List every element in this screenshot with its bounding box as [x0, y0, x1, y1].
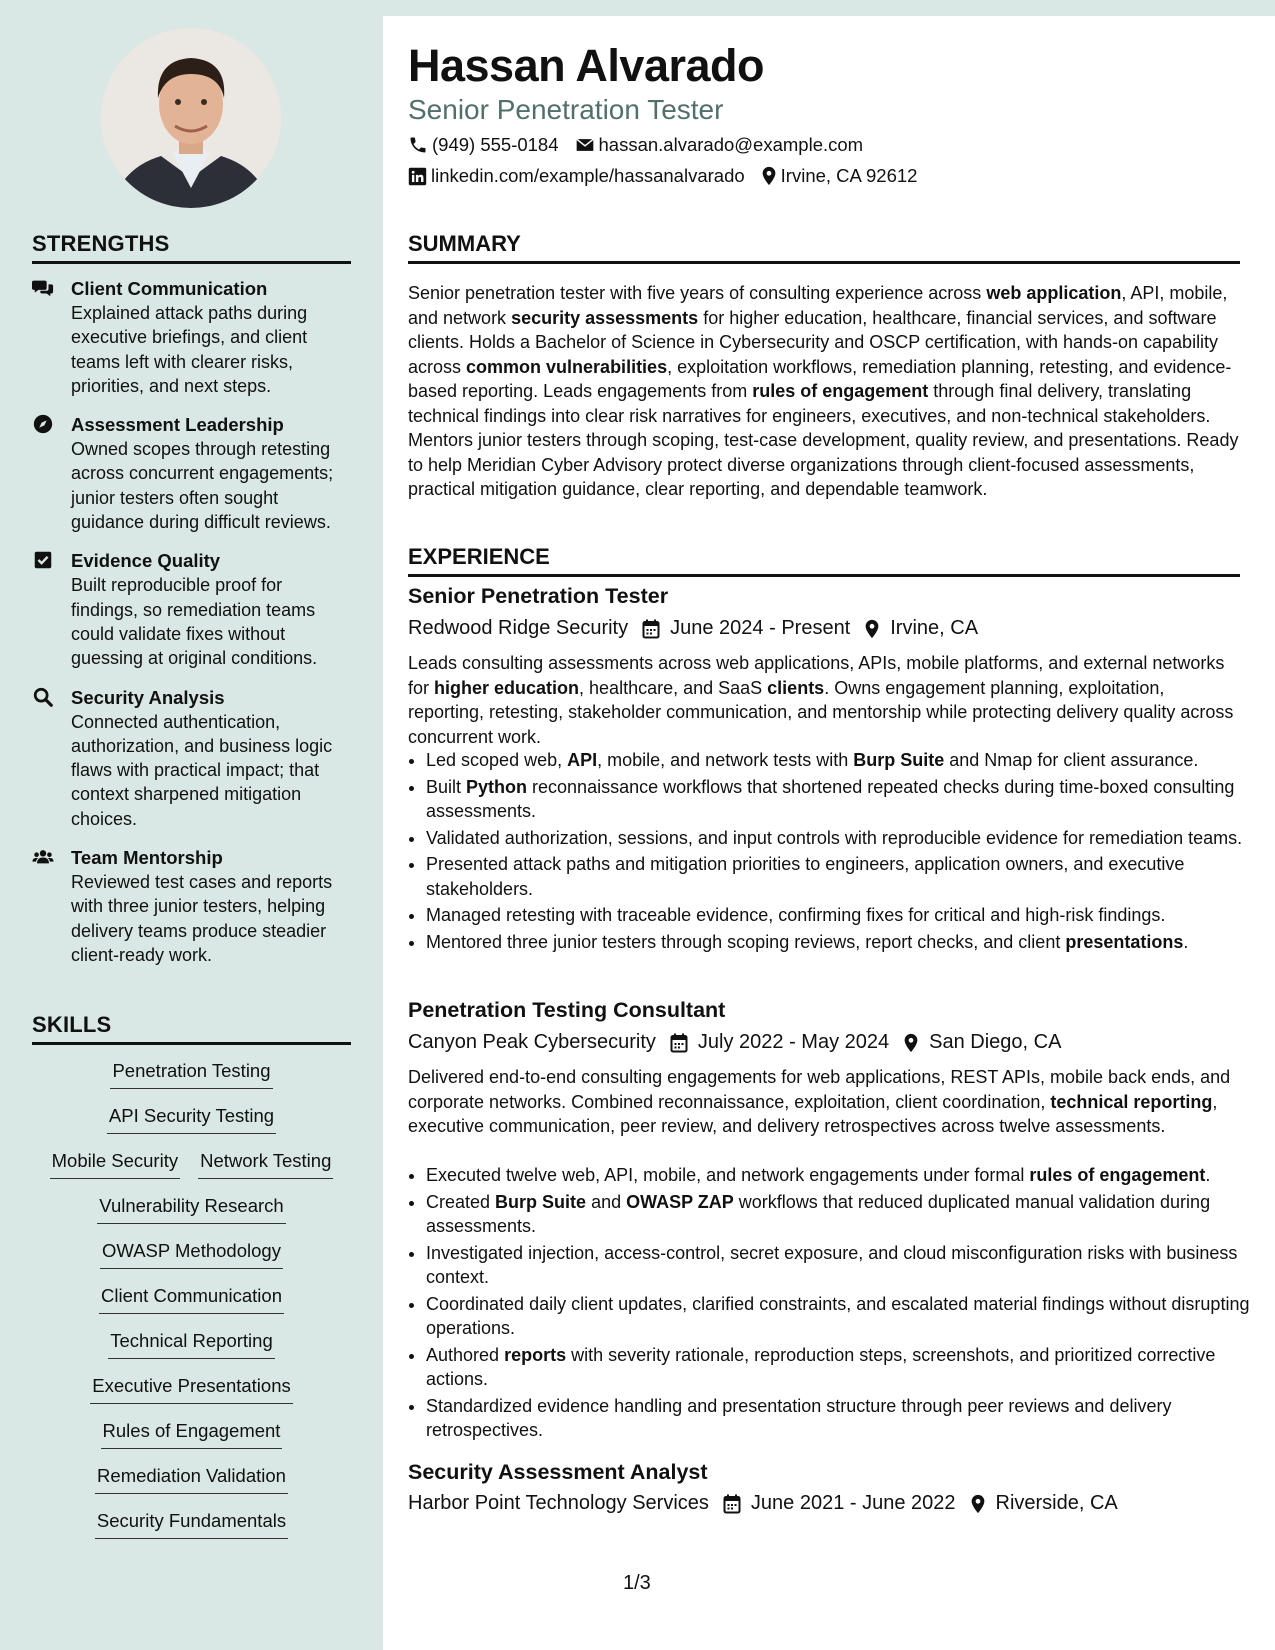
job-title: Penetration Testing Consultant	[408, 998, 726, 1022]
bold-term: web application	[986, 283, 1122, 303]
bold-term: OWASP ZAP	[626, 1191, 734, 1212]
candidate-name: Hassan Alvarado	[408, 40, 764, 91]
job-bullets	[408, 748, 1258, 956]
job-dates	[642, 617, 850, 640]
page-number: 1/3	[623, 1572, 651, 1594]
strength-desc: Built reproducible proof for findings, so remediation teams could validate fixes without guessing at original conditions.	[71, 575, 318, 669]
search-icon	[32, 686, 54, 708]
skill-tag: OWASP Methodology	[100, 1239, 283, 1269]
job-meta	[408, 1031, 1075, 1054]
candidate-title: Senior Penetration Tester	[408, 94, 724, 125]
skills-heading: SKILLS	[32, 1012, 351, 1045]
map-pin-icon	[903, 1033, 919, 1053]
location-contact	[761, 165, 918, 187]
bullet-item: • Validated authorization, sessions, and input controls with reproducible evidence for remediation teams.	[426, 826, 1258, 851]
email-text[interactable]: hassan.alvarado@example.com	[598, 134, 864, 155]
job-bullets	[408, 1163, 1258, 1445]
job-company: Redwood Ridge Security	[408, 617, 629, 639]
strength-title: Team Mentorship	[71, 847, 223, 869]
strength-item	[32, 413, 351, 534]
bullet-item: • Investigated injection, access-control, secret exposure, and cloud misconfiguration risks with business context.	[426, 1241, 1258, 1290]
strength-desc: Connected authentication, authorization, and business logic flaws with practical impact; that context sharpened mitigation choices.	[71, 711, 333, 829]
skill-tag: Penetration Testing	[110, 1059, 272, 1089]
skill-tag: Technical Reporting	[108, 1329, 274, 1359]
job-dates-text: July 2022 - May 2024	[697, 1031, 890, 1053]
bullet-item: • Built Python reconnaissance workflows that shortened repeated checks during time-boxed consulting assessments.	[426, 775, 1258, 824]
job-location	[970, 1492, 1118, 1515]
bold-term: higher education	[434, 677, 580, 698]
strength-item	[32, 846, 351, 967]
bullet-item: • Managed retesting with traceable evidence, confirming fixes for critical and high-risk findings.	[426, 903, 1258, 928]
calendar-icon	[642, 619, 660, 639]
envelope-icon	[575, 135, 595, 155]
job-location	[903, 1031, 1061, 1054]
phone-contact	[408, 134, 559, 156]
bullet-item: • Mentored three junior testers through scoping reviews, report checks, and client presentations.	[426, 930, 1258, 955]
strength-title: Client Communication	[71, 278, 268, 299]
strengths-heading: STRENGTHS	[32, 231, 351, 264]
map-pin-icon	[761, 166, 777, 186]
email-contact[interactable]	[575, 134, 864, 156]
bold-term: Python	[466, 776, 528, 797]
job-location-text: Riverside, CA	[995, 1492, 1118, 1514]
bold-term: Burp Suite	[853, 750, 945, 770]
bold-term: technical reporting	[1050, 1091, 1213, 1112]
bold-term: rules of engagement	[1029, 1165, 1206, 1185]
bold-term: presentations	[1065, 931, 1184, 952]
strength-item	[32, 549, 351, 670]
strength-title: Assessment Leadership	[71, 414, 284, 436]
bold-term: rules of engagement	[752, 381, 929, 401]
bullet-item: • Standardized evidence handling and presentation structure through peer reviews and delivery retrospectives.	[426, 1394, 1258, 1443]
bullet-item: • Led scoped web, API, mobile, and network tests with Burp Suite and Nmap for client assurance.	[426, 748, 1258, 773]
skill-tag: Vulnerability Research	[97, 1194, 285, 1224]
job-description: Delivered end-to-end consulting engagements for web applications, REST APIs, mobile back ends, and corporate networks. Combined reconnaissance, exploitation, client coordination, technical reporting, executive communication, peer review, and delivery retrospectives across twelve assessments.	[408, 1067, 1231, 1136]
skill-tag: Executive Presentations	[90, 1374, 292, 1404]
summary-text: Senior penetration tester with five years of consulting experience across web application, API, mobile, and network security assessments for higher education, healthcare, financial services, and software clients. Holds a Bachelor of Science in Cybersecurity and OSCP certification, with hands-on capability across common vulnerabilities, exploitation workflows, remediation planning, retesting, and evidence-based reporting. Leads engagements from rules of engagement through final delivery, translating technical findings into clear risk narratives for engineers, executives, and non-technical stakeholders. Mentors junior testers through scoping, test-case development, quality review, and presentations. Ready to help Meridian Cyber Advisory protect diverse organizations through client-focused assessments, practical mitigation guidance, clear reporting, and dependable teamwork.	[408, 283, 1239, 499]
bold-term: security assessments	[511, 307, 699, 328]
strengths-section	[32, 231, 351, 982]
skill-tag: Network Testing	[198, 1149, 333, 1179]
skills-list	[32, 1059, 351, 1554]
bullet-item: • Authored reports with severity rationale, reproduction steps, screenshots, and prioritized corrective actions.	[426, 1343, 1258, 1392]
job-location-text: San Diego, CA	[929, 1031, 1062, 1053]
calendar-icon	[723, 1494, 741, 1514]
map-pin-icon	[970, 1494, 986, 1514]
bold-term: reports	[504, 1344, 567, 1365]
strength-desc: Explained attack paths during executive briefings, and client teams left with clearer risks, priorities, and next steps.	[71, 303, 308, 396]
skill-tag: API Security Testing	[107, 1104, 276, 1134]
linkedin-contact[interactable]	[408, 165, 745, 187]
skill-tag: Security Fundamentals	[95, 1509, 288, 1539]
bullet-item: • Created Burp Suite and OWASP ZAP workflows that reduced duplicated manual validation during assessments.	[426, 1190, 1258, 1239]
bold-term: clients	[767, 677, 825, 698]
job-dates	[670, 1031, 889, 1054]
phone-icon	[408, 135, 428, 155]
summary-heading: SUMMARY	[408, 231, 1240, 264]
job-dates-text: June 2024 - Present	[670, 617, 851, 639]
strength-desc: Reviewed test cases and reports with three junior testers, helping delivery teams produce steadier client-ready work.	[71, 872, 333, 965]
skill-tag: Mobile Security	[50, 1149, 180, 1179]
phone-text: (949) 555-0184	[432, 134, 559, 155]
skill-tag: Client Communication	[99, 1284, 284, 1314]
strength-item	[32, 686, 351, 831]
strength-desc: Owned scopes through retesting across concurrent engagements; junior testers often sought guidance during difficult reviews.	[71, 439, 334, 533]
experience-heading: EXPERIENCE	[408, 544, 1240, 577]
calendar-icon	[670, 1033, 688, 1053]
bullet-item: • Executed twelve web, API, mobile, and network engagements under formal rules of engagement.	[426, 1163, 1258, 1188]
skill-tag: Remediation Validation	[95, 1464, 288, 1494]
job-description: Leads consulting assessments across web applications, APIs, mobile platforms, and external networks for higher education, healthcare, and SaaS clients. Owns engagement planning, exploitation, reporting, retesting, stakeholder communication, and mentorship while protecting delivery quality across concurrent work.	[408, 653, 1234, 747]
checkbox-icon	[32, 549, 54, 571]
skill-tag: Rules of Engagement	[101, 1419, 283, 1449]
skills-section	[32, 1012, 351, 1554]
job-location-text: Irvine, CA	[890, 617, 979, 639]
avatar-portrait	[101, 28, 281, 208]
job-meta	[408, 617, 992, 640]
bullet-item: • Presented attack paths and mitigation priorities to engineers, application owners, and executive stakeholders.	[426, 852, 1258, 901]
map-pin-icon	[864, 619, 880, 639]
users-icon	[32, 846, 54, 868]
compass-icon	[32, 413, 54, 435]
strength-item	[32, 277, 351, 398]
bold-term: Burp Suite	[495, 1191, 587, 1212]
strength-title: Evidence Quality	[71, 550, 221, 572]
linkedin-text[interactable]: linkedin.com/example/hassanalvarado	[431, 165, 745, 186]
bold-term: API	[567, 750, 598, 770]
bullet-item: • Coordinated daily client updates, clarified constraints, and escalated material findings without disrupting operations.	[426, 1292, 1258, 1341]
contact-row	[408, 134, 879, 156]
job-location	[864, 617, 978, 640]
linkedin-icon	[408, 167, 427, 186]
profile-photo	[101, 28, 281, 208]
job-title: Security Assessment Analyst	[408, 1460, 708, 1484]
strength-title: Security Analysis	[71, 686, 225, 708]
job-title: Senior Penetration Tester	[408, 584, 669, 608]
location-text: Irvine, CA 92612	[780, 165, 918, 186]
header-band	[383, 0, 1275, 16]
bold-term: common vulnerabilities	[466, 356, 668, 377]
chat-bubbles-icon	[32, 277, 54, 299]
job-company: Harbor Point Technology Services	[408, 1492, 709, 1514]
job-dates-text: June 2021 - June 2022	[750, 1492, 956, 1514]
job-dates	[723, 1492, 956, 1515]
job-meta	[408, 1492, 1132, 1515]
job-company: Canyon Peak Cybersecurity	[408, 1031, 656, 1053]
contact-row	[408, 165, 933, 187]
